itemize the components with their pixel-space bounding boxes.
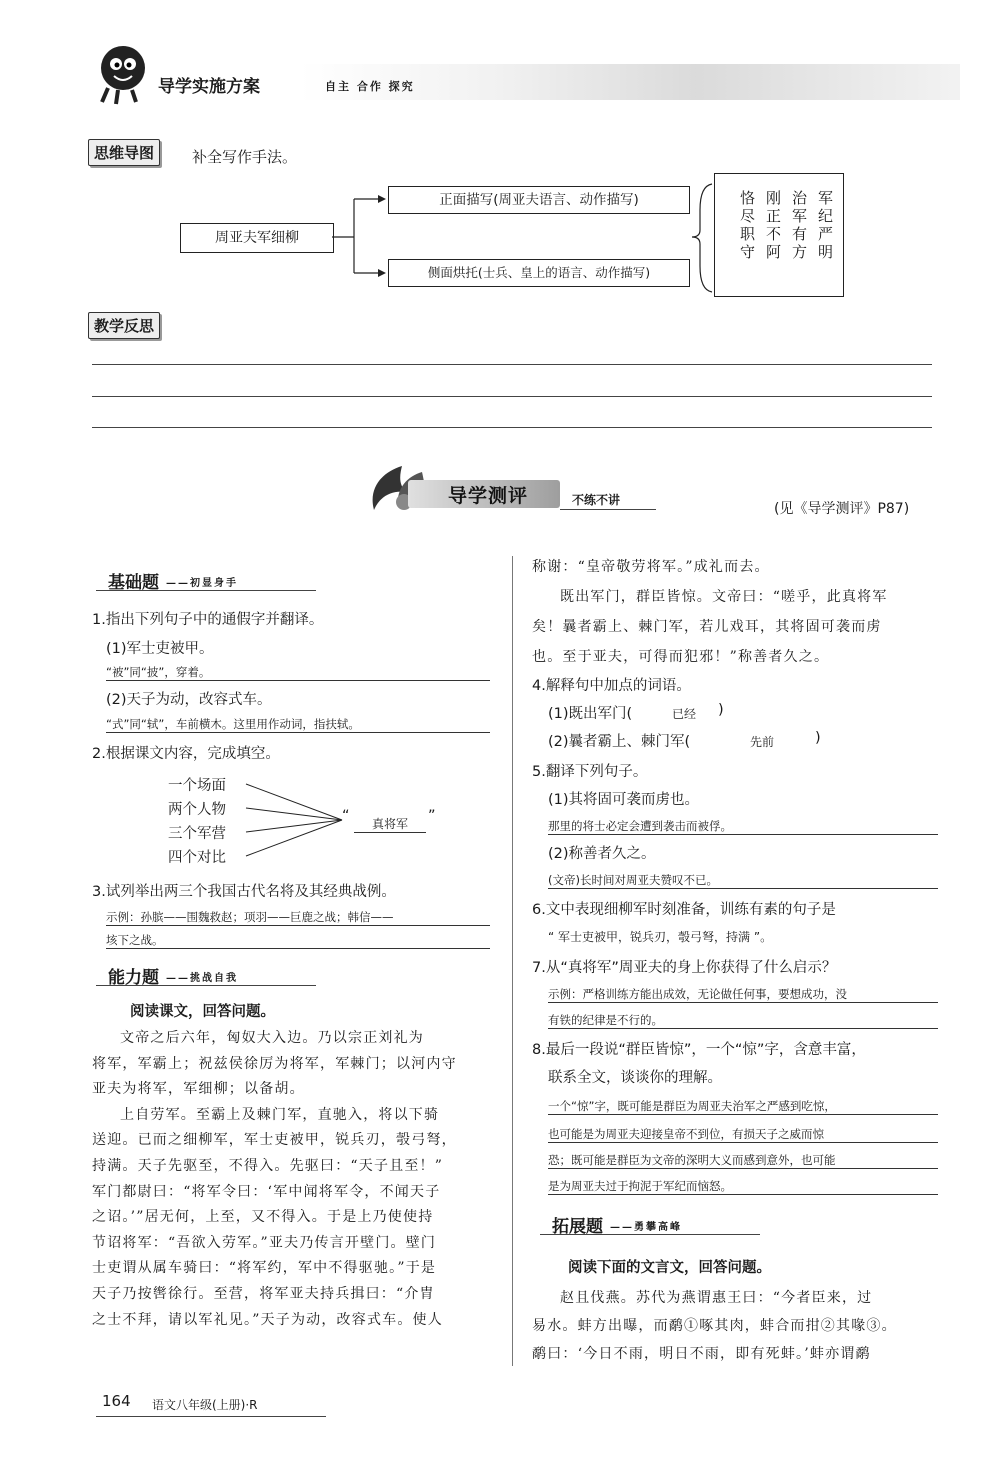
reflection-line-3 [92, 427, 932, 428]
passage-line: 将军，军霸上；祝兹侯徐厉为将军，军棘门；以河内守 [92, 1055, 457, 1072]
ext-passage [532, 1284, 942, 1368]
footer-page: 164 [102, 1392, 131, 1410]
q1-2: (2)天子为动，改容式车。 [106, 692, 272, 708]
passage-line: 送迎。已而之细柳军，军士吏被甲，锐兵刃，彀弓弩， [92, 1132, 457, 1149]
header-title: 导学实施方案 [158, 77, 260, 97]
reflection-line-1 [92, 364, 932, 365]
right-passage [532, 552, 942, 672]
footer-book: 语文八年级(上册)·R [152, 1398, 258, 1412]
mindmap-instruction: 补全写作手法。 [192, 148, 298, 166]
q8-answer-1: 一个“惊”字，既可能是群臣为周亚夫治军之严感到吃惊， [548, 1098, 938, 1115]
q7-answer-2: 有铁的纪律是不行的。 [548, 1012, 938, 1029]
ability-title-rule [96, 985, 316, 986]
q2-quote-open: “ [342, 808, 350, 824]
passage-line: 称谢：“皇帝敬劳将军。”成礼而去。 [532, 559, 770, 575]
q5-2: (2)称善者久之。 [548, 846, 656, 862]
q8-answer-4: 是为周亚夫过于拘泥于军纪而恼怒。 [548, 1178, 938, 1195]
column-divider [512, 556, 513, 1366]
q6: 6.文中表现细柳军时刻准备，训练有素的句子是 [532, 902, 836, 918]
passage-line: 天子乃按辔徐行。至营，将军亚夫持兵揖曰：“介胄 [92, 1285, 435, 1302]
passage-line: 文帝之后六年，匈奴大入边。乃以宗正刘礼为 [120, 1030, 424, 1046]
mindmap-branch-top: 正面描写(周亚夫语言、动作描写) [388, 186, 690, 214]
passage-line: 易水。蚌方出曝，而鹬①啄其肉，蚌合而拑②其喙③。 [532, 1318, 897, 1334]
ext-title-rule [540, 1234, 760, 1235]
q5: 5.翻译下列句子。 [532, 764, 648, 780]
q1-2-answer: “式”同“轼”，车前横木。这里用作动词，指扶轼。 [106, 716, 490, 733]
banner-ref: (见《导学测评》P87) [774, 501, 910, 517]
q4: 4.解释句中加点的词语。 [532, 678, 691, 694]
q3-answer-1: 示例：孙膑——围魏救赵；项羽——巨鹿之战；韩信—— [106, 909, 490, 926]
ext-sub: ——勇攀高峰 [610, 1222, 682, 1233]
q3-answer-2: 垓下之战。 [106, 932, 490, 949]
passage-line: 之士不拜，请以军礼见。”天子为动，改容式车。使人 [92, 1311, 443, 1328]
basic-sub: ——初显身手 [166, 578, 238, 589]
passage-line: 持满。天子先驱至，不得入。先驱曰：“天子且至！” [92, 1157, 444, 1174]
reflection-line-2 [92, 396, 932, 397]
q2-item-1: 一个场面 [168, 778, 226, 794]
mindmap-root: 周亚夫军细柳 [180, 223, 334, 253]
q7: 7.从“真将军”周亚夫的身上你获得了什么启示？ [532, 960, 837, 976]
passage-line: 既出军门，群臣皆惊。文帝曰：“嗟乎，此真将军 [560, 589, 888, 605]
banner-subtitle: 不练不讲 [572, 493, 621, 507]
q2-item-3: 三个军营 [168, 826, 226, 842]
basic-title: 基础题 [108, 573, 159, 593]
q8-line-1: 8.最后一段说“群臣皆惊”，一个“惊”字，含意丰富， [532, 1042, 866, 1058]
ext-read: 阅读下面的文言文，回答问题。 [568, 1260, 771, 1276]
q4-1-answer: 已经 [672, 707, 697, 721]
passage-line: 赵且伐燕。苏代为燕谓惠王曰：“今者臣来，过 [560, 1290, 873, 1306]
passage-line: 之诏。’”居无何，上至，又不得入。于是上乃使使持 [92, 1209, 434, 1226]
passage-line: 也。至于亚夫，可得而犯邪！”称善者久之。 [532, 649, 830, 665]
mindmap-connectors [332, 185, 392, 285]
banner-underline [560, 509, 656, 510]
q8-answer-2: 也可能是为周亚夫迎接皇帝不到位，有损天子之威而惊 [548, 1126, 938, 1143]
ext-title: 拓展题 [552, 1217, 603, 1237]
footer-rule [96, 1416, 326, 1417]
q2-quote-close: ” [428, 808, 436, 824]
q2-item-4: 四个对比 [168, 850, 226, 866]
mindmap-col-1: 军纪严明 [816, 190, 834, 262]
mindmap-tag: 思维导图 [88, 139, 160, 166]
basic-title-rule [96, 590, 316, 591]
header-subtitle: 自主 合作 探究 [325, 80, 415, 93]
q3: 3.试列举出两三个我国古代名将及其经典战例。 [92, 884, 396, 900]
q2-fan-lines [244, 780, 354, 860]
mindmap-col-4: 恪尽职守 [738, 190, 756, 262]
q4-2: (2)曩者霸上、棘门军( [548, 734, 691, 750]
q5-1: (1)其将固可袭而虏也。 [548, 792, 700, 808]
q8-answer-3: 恐；既可能是群臣为文帝的深明大义而感到意外，也可能 [548, 1152, 938, 1169]
ability-sub: ——挑战自我 [166, 973, 238, 984]
q4-1: (1)既出军门( [548, 706, 633, 722]
q1-1: (1)军士吏被甲。 [106, 641, 214, 657]
passage-line: 节诏将军：“吾欲入劳军。”亚夫乃传言开壁门。壁门 [92, 1234, 437, 1251]
q8-line-2: 联系全文，谈谈你的理解。 [548, 1070, 722, 1086]
passage-line: 士吏谓从属车骑曰：“将军约，军中不得驱驰。”于是 [92, 1260, 437, 1277]
reflection-tag: 教学反思 [88, 312, 160, 339]
q1-1-answer: “被”同“披”，穿着。 [106, 664, 490, 681]
passage-line: 鹬曰：‘今日不雨，明日不雨，即有死蚌。’蚌亦谓鹬 [532, 1346, 871, 1362]
ability-title: 能力题 [108, 968, 159, 988]
mascot-icon [88, 38, 158, 108]
banner-title: 导学测评 [448, 485, 529, 507]
mindmap-col-3: 刚正不阿 [764, 190, 782, 262]
q4-1-close: ) [718, 702, 724, 718]
ability-read: 阅读课文，回答问题。 [130, 1004, 275, 1020]
q5-2-answer: (文帝)长时间对周亚夫赞叹不已。 [548, 872, 938, 889]
passage-line: 矣！曩者霸上、棘门军，若儿戏耳，其将固可袭而虏 [532, 619, 882, 635]
q7-answer-1: 示例：严格训练方能出成效，无论做任何事，要想成功，没 [548, 986, 938, 1003]
passage-line: 上自劳军。至霸上及棘门军，直驰入，将以下骑 [120, 1106, 440, 1123]
mindmap-brace [690, 180, 716, 295]
q5-1-answer: 那里的将士必定会遭到袭击而被俘。 [548, 818, 938, 835]
q2-item-2: 两个人物 [168, 802, 226, 818]
mindmap-branch-bottom: 侧面烘托(士兵、皇上的语言、动作描写) [388, 259, 690, 287]
q2: 2.根据课文内容，完成填空。 [92, 746, 280, 762]
passage-line: 军门都尉曰：“将军令曰：‘军中闻将军令，不闻天子 [92, 1183, 441, 1200]
q4-2-close: ) [815, 730, 821, 746]
q6-answer: “ 军士吏被甲，锐兵刃，彀弓弩，持满 ”。 [548, 930, 773, 944]
passage-line: 亚夫为将军，军细柳；以备胡。 [92, 1081, 305, 1098]
q4-2-answer: 先前 [750, 735, 775, 749]
mindmap-col-2: 治军有方 [790, 190, 808, 262]
ability-passage [92, 1026, 502, 1333]
q2-blank: 真将军 [354, 815, 426, 833]
q1: 1.指出下列句子中的通假字并翻译。 [92, 612, 324, 628]
